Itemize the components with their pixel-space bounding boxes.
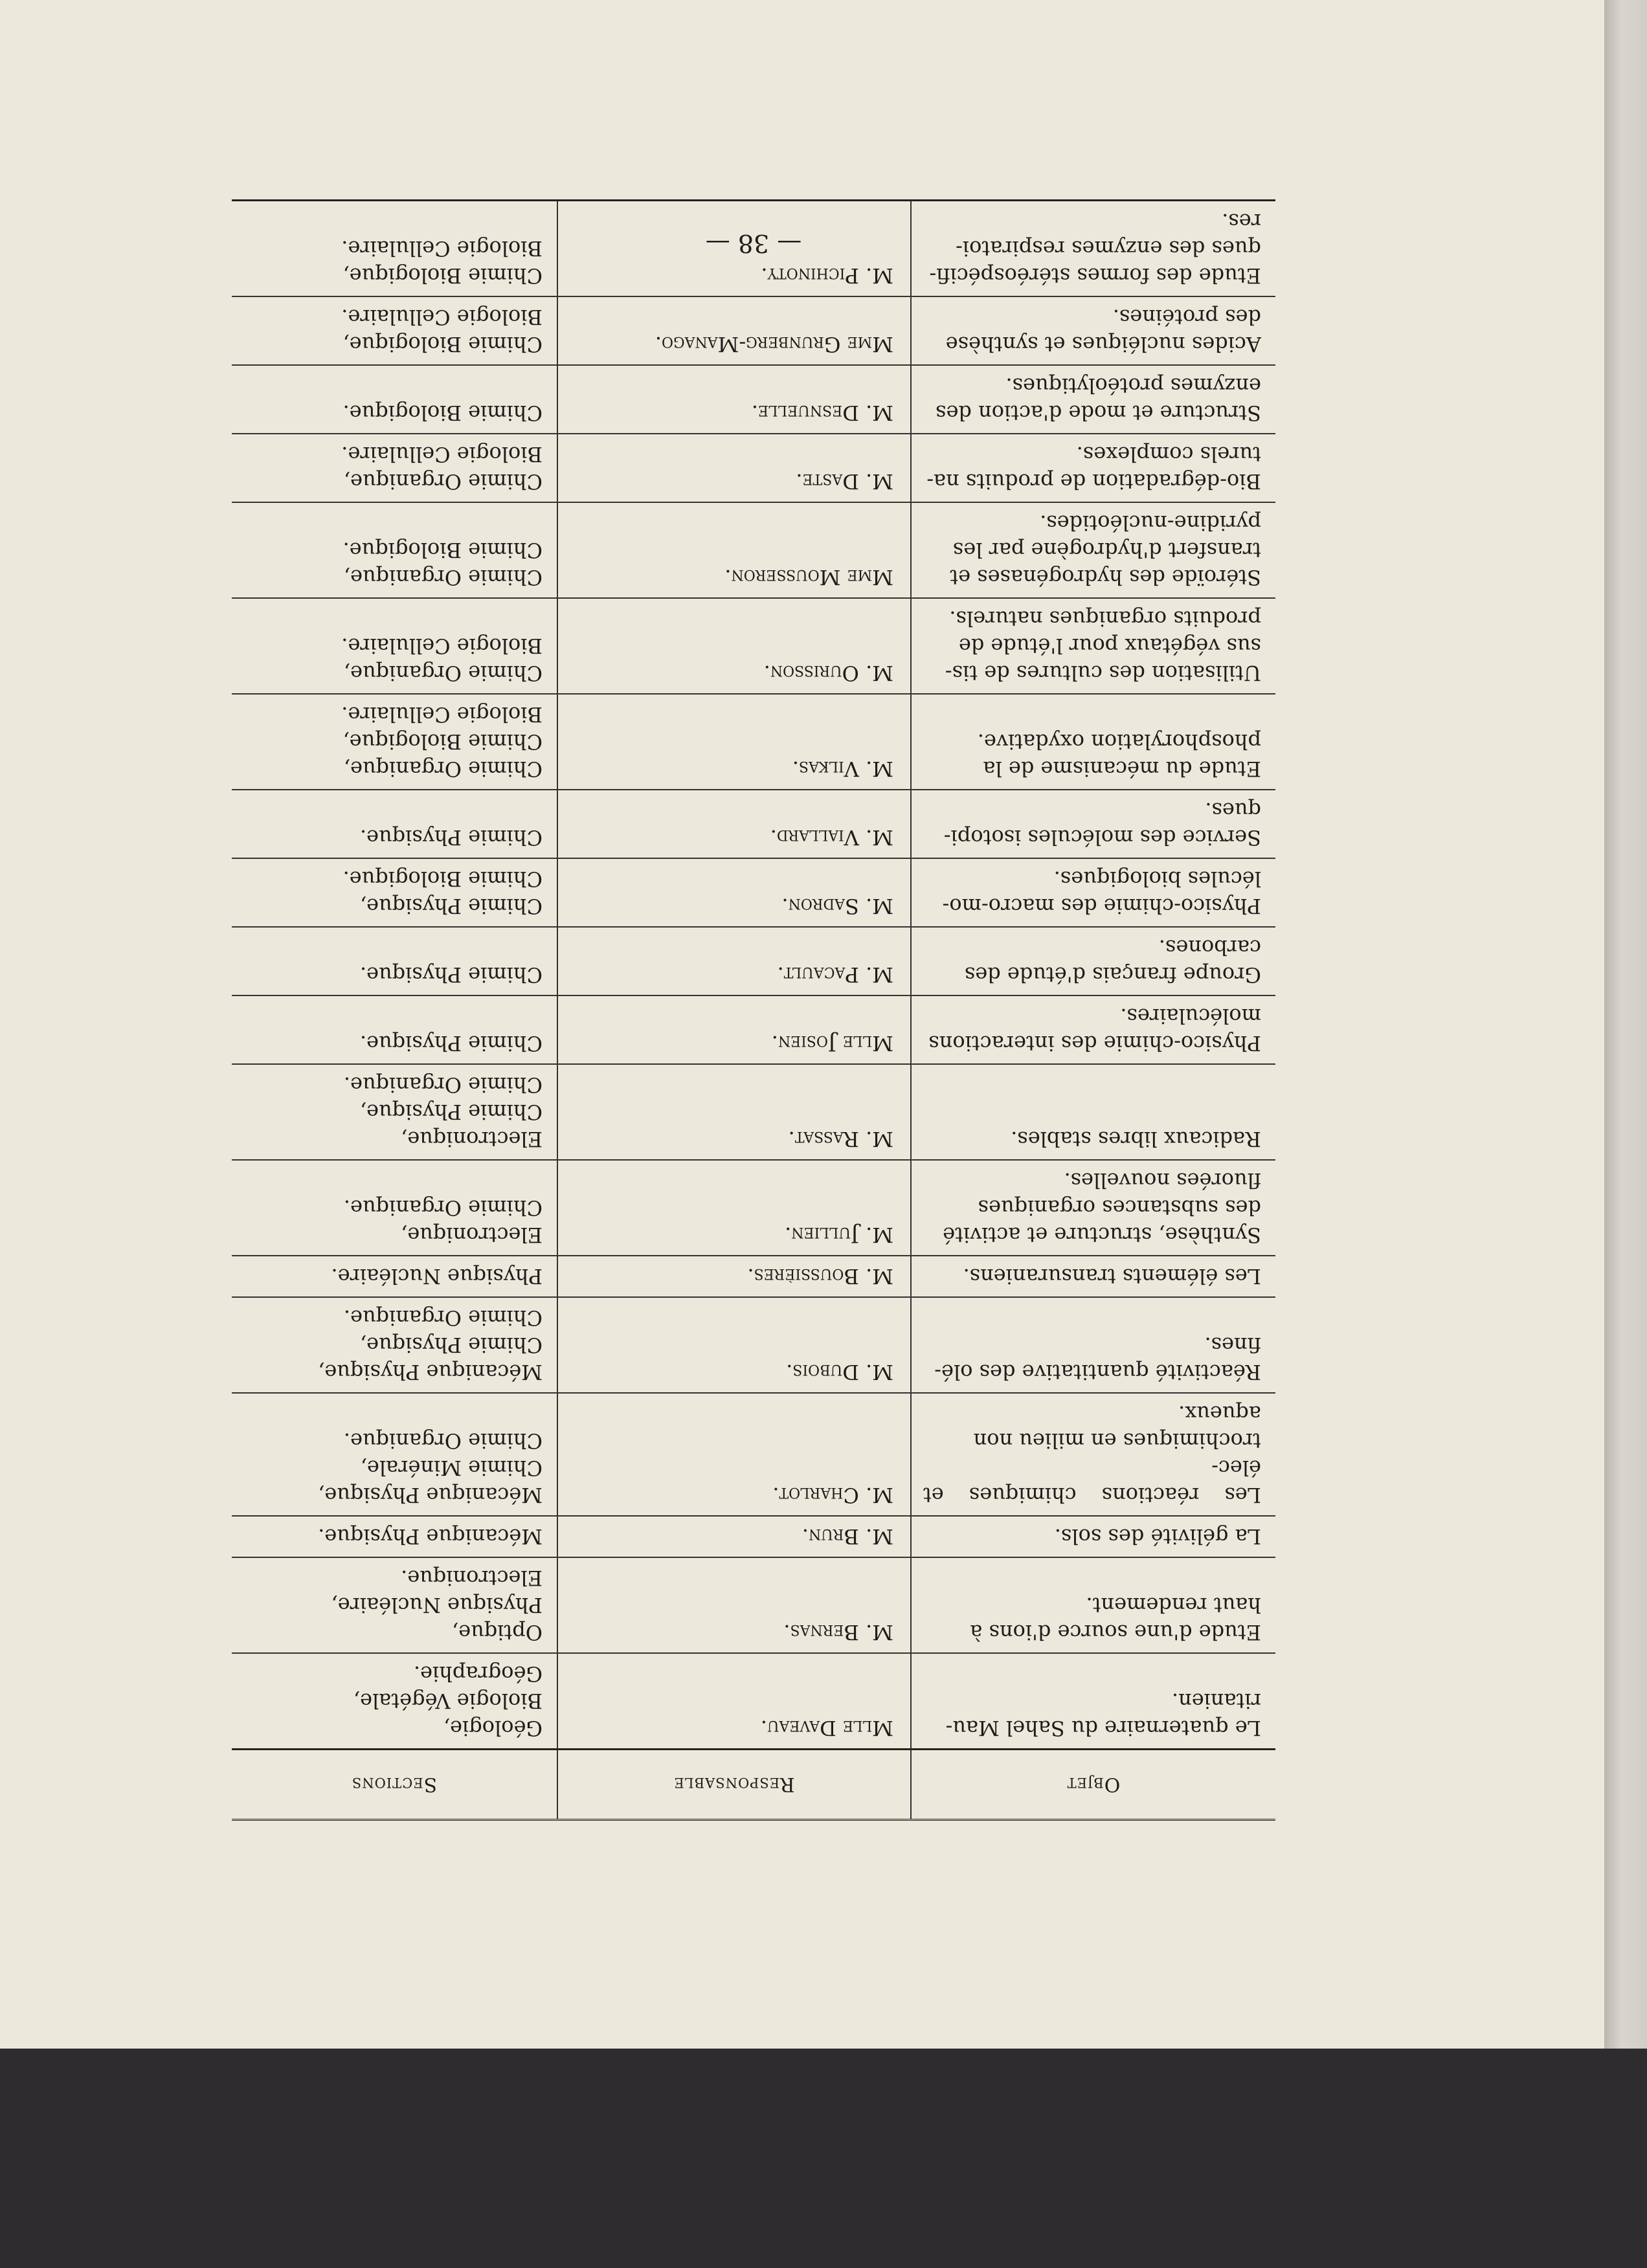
research-projects-table [232, 199, 1275, 1821]
table-row [232, 1256, 1275, 1297]
responsable-cell: M. Rassat. [557, 1064, 911, 1160]
table-row [232, 502, 1275, 598]
objet-cell: La gélivité des sols. [911, 1516, 1275, 1557]
responsable-cell: M. Pacault. [557, 927, 911, 995]
sections-cell: Chimie Physique, Chimie Biologique. [232, 858, 557, 927]
responsable-cell: M. Vilkas. [557, 694, 911, 790]
objet-cell: Bio-dégradation de produits na- turels complexes. [911, 434, 1275, 502]
responsable-cell: M. Sadron. [557, 858, 911, 927]
table-row [232, 1297, 1275, 1393]
table-row [232, 927, 1275, 995]
sections-cell: Chimie Biologique, Biologie Cellulaire. [232, 296, 557, 365]
scanner-background [0, 2049, 1647, 2268]
objet-cell: Structure et mode d'action des enzymes protéolytiques. [911, 365, 1275, 434]
objet-cell: Synthèse, structure et activité des substances organiques fluorées nouvelles. [911, 1160, 1275, 1256]
table-row [232, 1557, 1275, 1653]
table-row [232, 598, 1275, 694]
sections-cell: Mécanique Physique, Chimie Physique, Chimie Organique. [232, 1297, 557, 1393]
table-body [232, 201, 1275, 1750]
sections-cell: Electronique, Chimie Physique, Chimie Organique. [232, 1064, 557, 1160]
responsable-cell: M. Viallard. [557, 790, 911, 858]
responsable-cell: M. Brun. [557, 1516, 911, 1557]
objet-cell: Utilisation des cultures de tis- sus végétaux pour l'étude de produits organiques naturels. [911, 598, 1275, 694]
sections-cell: Géologie, Biologie Végétale, Géographie. [232, 1653, 557, 1750]
objet-cell: Acides nucléiques et synthèse des protéines. [911, 296, 1275, 365]
objet-cell: Les réactions chimiques et élec- trochimiques en milieu non aqueux. [911, 1393, 1275, 1516]
responsable-cell: Mlle Josien. [557, 995, 911, 1064]
objet-cell: Stéroïde des hydrogénases et transfert d'hydrogène par les pyridine-nucléotides. [911, 502, 1275, 598]
sections-cell: Physique Nucléaire. [232, 1256, 557, 1297]
responsable-cell: M. Ourisson. [557, 598, 911, 694]
sections-cell: Chimie Physique. [232, 995, 557, 1064]
sections-cell: Chimie Physique. [232, 790, 557, 858]
sections-cell: Chimie Organique, Biologie Cellulaire. [232, 434, 557, 502]
responsable-cell: Mme Mousseron. [557, 502, 911, 598]
objet-cell: Groupe français d'étude des carbones. [911, 927, 1275, 995]
table-row [232, 1393, 1275, 1516]
sections-cell: Chimie Biologique. [232, 365, 557, 434]
sections-cell: Chimie Organique, Biologie Cellulaire. [232, 598, 557, 694]
responsable-cell: M. Pichinoty. [557, 201, 911, 297]
header-responsable: Responsable [557, 1750, 911, 1820]
header-sections: Sections [232, 1750, 557, 1820]
responsable-cell: M. Charlot. [557, 1393, 911, 1516]
table-row [232, 694, 1275, 790]
objet-cell: Etude d'une source d'ions à haut rendement. [911, 1557, 1275, 1653]
responsable-cell: Mme Grunberg-Manago. [557, 296, 911, 365]
objet-cell: Les éléments transuraniens. [911, 1256, 1275, 1297]
rotated-page-content [232, 209, 1275, 1821]
table-row [232, 858, 1275, 927]
sections-cell: Electronique, Chimie Organique. [232, 1160, 557, 1256]
table-row [232, 1653, 1275, 1750]
table-row [232, 1160, 1275, 1256]
objet-cell: Le quaternaire du Sahel Mau- ritanien. [911, 1653, 1275, 1750]
table-row [232, 365, 1275, 434]
sections-cell: Chimie Organique, Chimie Biologique, Biologie Cellulaire. [232, 694, 557, 790]
table-row [232, 790, 1275, 858]
header-objet: Objet [911, 1750, 1275, 1820]
table-row [232, 434, 1275, 502]
sections-cell: Chimie Physique. [232, 927, 557, 995]
table-row [232, 995, 1275, 1064]
objet-cell: Réactivité quantitative des olé- fines. [911, 1297, 1275, 1393]
page-number: — 38 — [705, 229, 802, 258]
responsable-cell: M. Boussières. [557, 1256, 911, 1297]
responsable-cell: M. Desnuelle. [557, 365, 911, 434]
objet-cell: Physico-chimie des macro-mo- lécules biologiques. [911, 858, 1275, 927]
responsable-cell: Mlle Daveau. [557, 1653, 911, 1750]
sections-cell: Optique, Physique Nucléaire, Electronique. [232, 1557, 557, 1653]
objet-cell: Physico-chimie des interactions moléculaires. [911, 995, 1275, 1064]
sections-cell: Chimie Biologique, Biologie Cellulaire. [232, 201, 557, 297]
responsable-cell: M. Daste. [557, 434, 911, 502]
objet-cell: Service des molécules isotopi- ques. [911, 790, 1275, 858]
objet-cell: Etude des formes stéréospécifi- ques des enzymes respiratoi- res. [911, 201, 1275, 297]
table-row [232, 296, 1275, 365]
objet-cell: Etude du mécanisme de la phosphorylation oxydative. [911, 694, 1275, 790]
table-row [232, 1516, 1275, 1557]
responsable-cell: M. Dubois. [557, 1297, 911, 1393]
objet-cell: Radicaux libres stables. [911, 1064, 1275, 1160]
sections-cell: Mécanique Physique. [232, 1516, 557, 1557]
sections-cell: Chimie Organique, Chimie Biologique. [232, 502, 557, 598]
responsable-cell: M. Jullien. [557, 1160, 911, 1256]
table-row [232, 1064, 1275, 1160]
responsable-cell: M. Bernas. [557, 1557, 911, 1653]
sections-cell: Mécanique Physique, Chimie Minérale, Chimie Organique. [232, 1393, 557, 1516]
table-header-row [232, 1750, 1275, 1820]
page-edge [1604, 0, 1647, 2049]
